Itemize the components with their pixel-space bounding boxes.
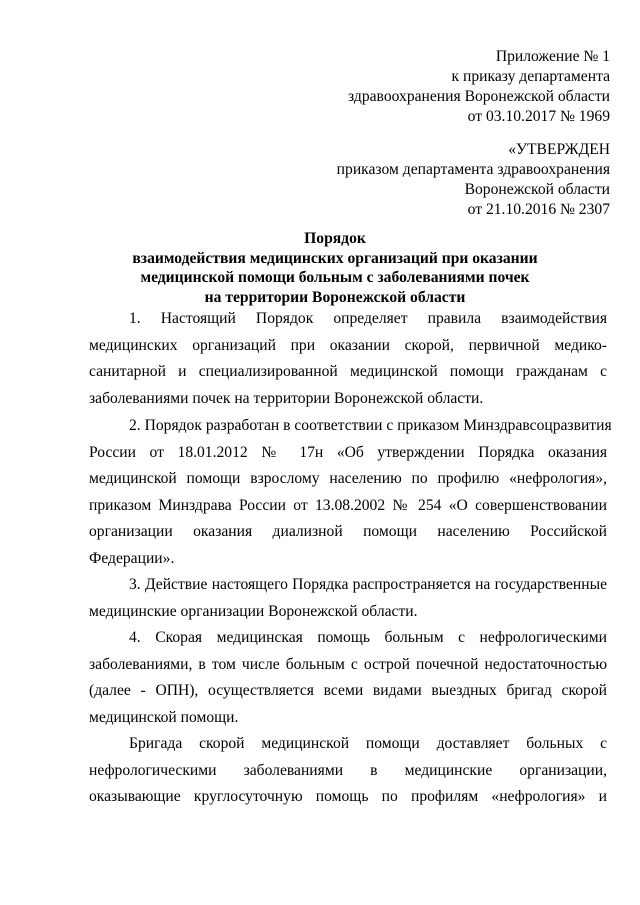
approval-line: «УТВЕРЖДЕН — [508, 141, 610, 158]
text-line: нефрологическими заболеваниями в медицинские организации, — [89, 761, 607, 779]
approval-line: от 21.10.2016 № 2307 — [467, 201, 610, 218]
text-line: медицинской помощи. — [89, 708, 239, 726]
title-line: взаимодействия медицинских организаций при оказании — [132, 249, 538, 267]
text-line: приказом Минздрава России от 13.08.2002 № 254 «О совершенствовании — [89, 496, 607, 514]
text-line: заболеваниями почек на территории Воронежской области. — [89, 389, 484, 407]
appendix-line: от 03.10.2017 № 1969 — [467, 108, 610, 125]
text-line: (далее - ОПН), осуществляется всеми видами выездных бригад скорой — [89, 682, 607, 700]
paragraph-1 — [89, 306, 607, 412]
approval-line: Воронежской области — [464, 181, 610, 198]
text-line: медицинской помощи взрослому населению по профилю «нефрология», — [89, 470, 607, 488]
paragraph-3 — [89, 572, 607, 625]
text-line: 1. Настоящий Порядок определяет правила взаимодействия — [129, 310, 607, 327]
text-line: Бригада скорой медицинской помощи доставляет больных с — [129, 735, 607, 752]
title-line: на территории Воронежской области — [204, 288, 466, 306]
paragraph-5 — [89, 731, 607, 811]
text-line: санитарной и специализированной медицинской помощи гражданам с — [89, 363, 607, 381]
text-line: организации оказания диализной помощи населению Российской — [89, 523, 607, 541]
text-line: медицинские организации Воронежской области. — [89, 602, 418, 620]
text-line: оказывающие круглосуточную помощь по профилям «нефрология» и — [89, 788, 607, 806]
appendix-line: здравоохранения Воронежской области — [348, 88, 610, 105]
text-line: 4. Скорая медицинская помощь больным с нефрологическими — [129, 629, 607, 646]
paragraph-4 — [89, 625, 607, 731]
approval-line: приказом департамента здравоохранения — [336, 161, 610, 178]
text-line: медицинских организаций при оказании скорой, первичной медико- — [89, 336, 607, 354]
title-line: Порядок — [304, 230, 366, 247]
appendix-header — [348, 47, 610, 127]
title-line: медицинской помощи больным с заболеваниями почек — [140, 269, 530, 286]
text-line: 3. Действие настоящего Порядка распространяется на государственные — [129, 576, 607, 593]
appendix-line: Приложение № 1 — [495, 48, 610, 65]
text-line: 2. Порядок разработан в соответствии с приказом Минздравсоцразвития — [129, 417, 612, 434]
text-line: России от 18.01.2012 № 17н «Об утверждении Порядка оказания — [89, 443, 607, 461]
text-line: заболеваниями, в том числе больным с острой почечной недостаточностью — [89, 655, 607, 673]
paragraph-2 — [89, 413, 612, 573]
text-line: Федерации». — [89, 549, 175, 567]
appendix-line: к приказу департамента — [451, 68, 610, 85]
approval-stamp-block — [337, 140, 610, 220]
document-title — [80, 229, 590, 307]
